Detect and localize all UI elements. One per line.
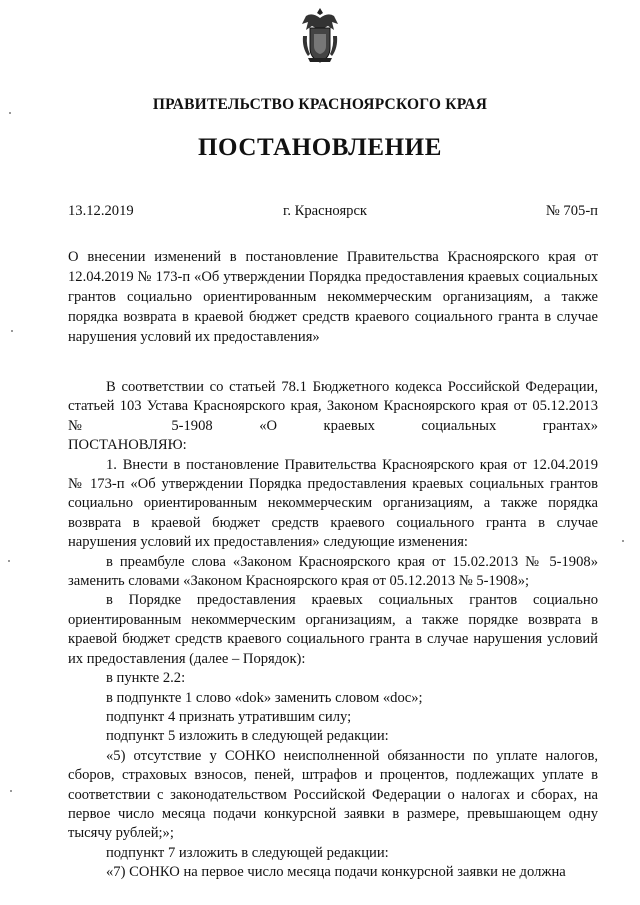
krasnoyarsk-coat-of-arms-icon — [298, 6, 342, 66]
resolve-word: ПОСТАНОВЛЯЮ: — [68, 437, 187, 454]
document-body — [68, 378, 598, 883]
document-type-title: ПОСТАНОВЛЕНИЕ — [197, 134, 443, 161]
subpoint-7-intro-line: подпункт 7 изложить в следующей редакции: — [106, 844, 389, 861]
subpoint-1-line: в подпункте 1 слово «dok» заменить словом «doc»; — [106, 689, 423, 706]
subpoint-7-text: «7) СОНКО на первое число месяца подачи конкурсной заявки не должна — [106, 864, 566, 881]
subpoint-4-line: подпункт 4 признать утратившим силу; — [106, 708, 352, 725]
subpoint-5-intro-line: подпункт 5 изложить в следующей редакции: — [106, 728, 389, 745]
preamble-change-paragraph: в преамбуле слова «Законом Красноярского края от 15.02.2013 № 5-1908» заменить словами «Законом Красноярского края от 05.12.2013 № 5-1908»; — [68, 553, 598, 590]
point-2-2-line: в пункте 2.2: — [106, 670, 186, 687]
document-number: № 705-п — [545, 203, 598, 219]
document-date: 13.12.2019 — [68, 203, 134, 219]
subpoint-5-text: «5) отсутствие у СОНКО неисполненной обязанности по уплате налогов, сборов, страховых взносов, пеней, штрафов и процентов, подлежащих уплате в соответствии с законодательством Российской Федерации о налогах и сборах, на первое число месяца подачи конкурсной заявки в размере, превышающем одну тысячу рублей;»; — [68, 747, 598, 842]
procedure-intro-paragraph: в Порядке предоставления краевых социальных грантов социально ориентированным некоммерческим организациям, а также порядке возврата в краевой бюджет средств краевого социального гранта в случае нарушения условий их предоставления (далее – Порядок): — [68, 592, 598, 667]
item-1-paragraph: 1. Внести в постановление Правительства Красноярского края от 12.04.2019 № 173-п «Об утверждении Порядка предоставления краевых социальных грантов социально ориентированным некоммерческим организациям, а также порядка возврата в краевой бюджет средств краевого социального гранта в случае нарушения условий их предоставления» следующие изменения: — [68, 456, 598, 551]
document-city: г. Красноярск — [283, 203, 368, 219]
preamble-paragraph: В соответствии со статьей 78.1 Бюджетного кодекса Российской Федерации, статьей 103 Устава Красноярского края, Законом Красноярского края от 05.12.2013 № 5-1908 «О краевых социальных грантах» — [68, 379, 598, 434]
issuing-authority: ПРАВИТЕЛЬСТВО КРАСНОЯРСКОГО КРАЯ — [152, 96, 488, 113]
document-subject: О внесении изменений в постановление Правительства Красноярского края от 12.04.2019 № 173-п «Об утверждении Порядка предоставления краевых социальных грантов социально ориентированным некоммерческим организациям, а также порядка возврата в краевой бюджет средств краевого социального гранта в случае нарушения условий их предоставления» — [68, 249, 598, 345]
